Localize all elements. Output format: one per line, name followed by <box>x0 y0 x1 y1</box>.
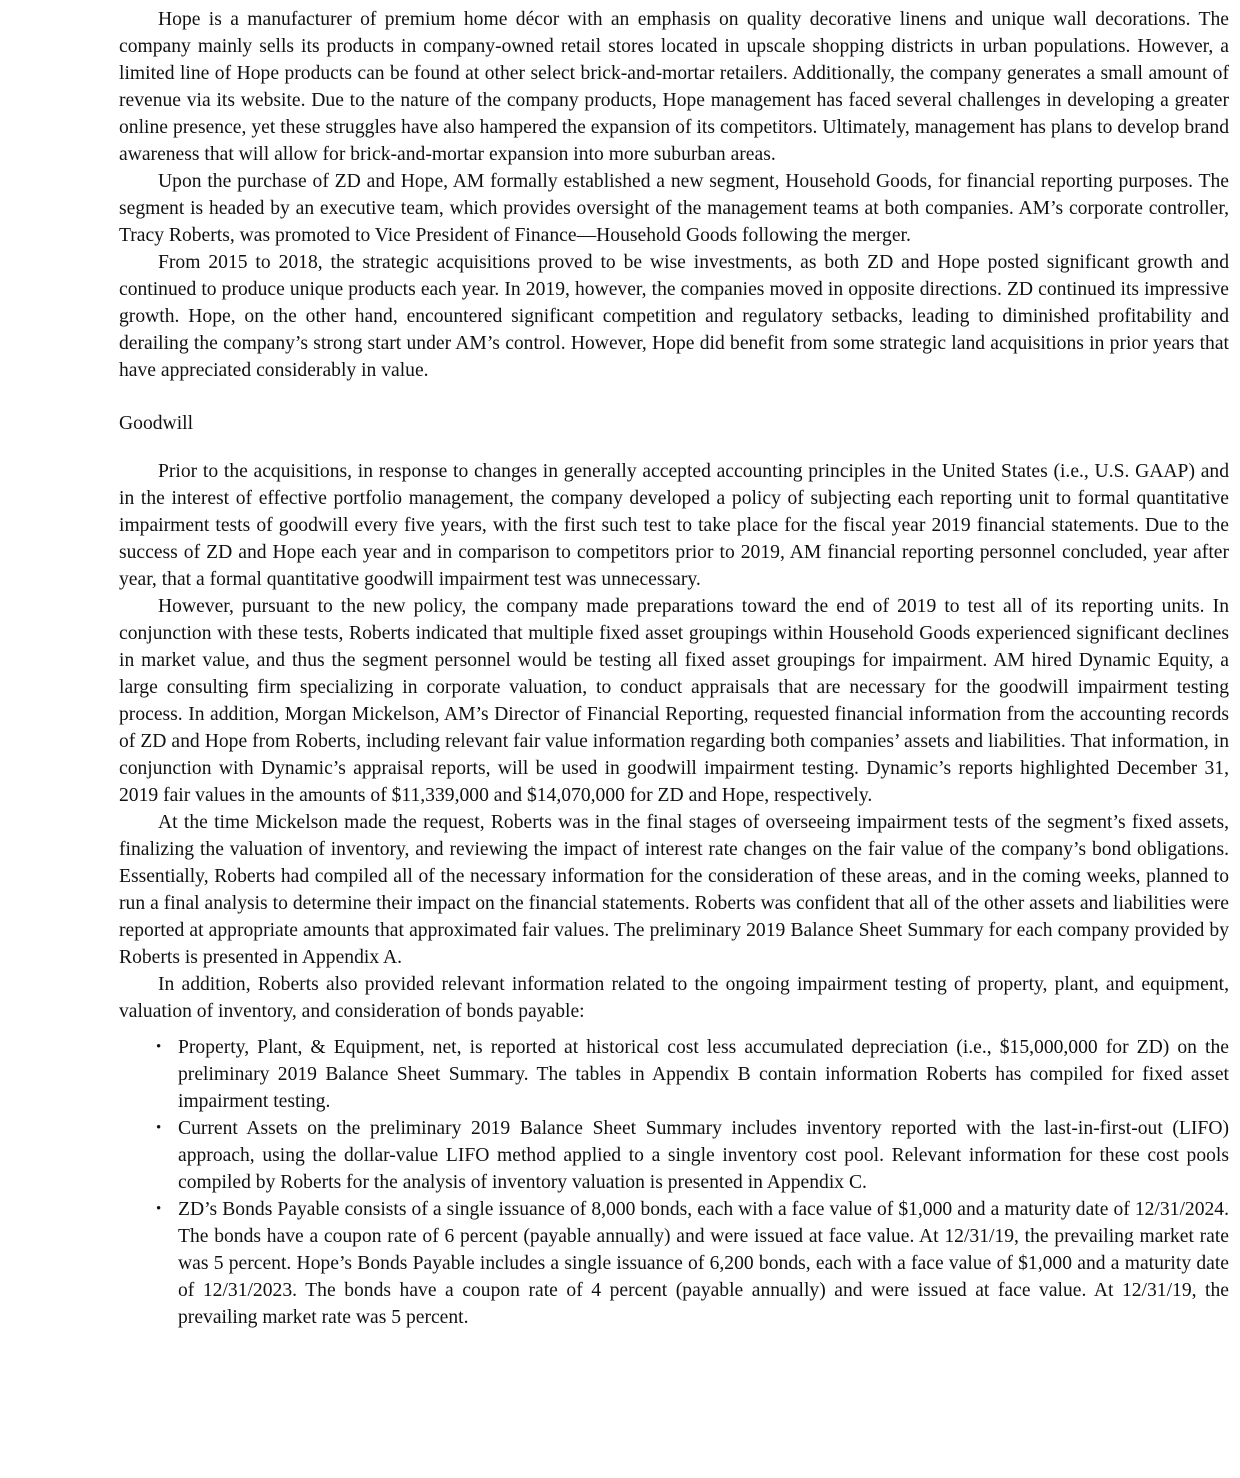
paragraph-segment-formation: Upon the purchase of ZD and Hope, AM formally established a new segment, Household Goods, for financial reporting purposes. The segment is headed by an executive team, which provides oversight of the management teams at both companies. AM’s corporate controller, Tracy Roberts, was promoted to Vice President of Finance—Household Goods following the merger. <box>119 171 1229 246</box>
paragraph-goodwill-policy: Prior to the acquisitions, in response to changes in generally accepted accounting principles in the United States (i.e., U.S. GAAP) and in the interest of effective portfolio management, the company developed a policy of subjecting each reporting unit to formal quantitative impairment tests of goodwill every five years, with the first such test to take place for the fiscal year 2019 financial statements. Due to the success of ZD and Hope each year and in comparison to competitors prior to 2019, AM financial reporting personnel concluded, year after year, that a formal quantitative goodwill impairment test was unnecessary. <box>119 461 1229 590</box>
bullet-icon: • <box>156 1201 162 1217</box>
paragraph-additional-information: In addition, Roberts also provided relevant information related to the ongoing impairment testing of property, plant, and equipment, valuation of inventory, and consideration of bonds payable: <box>119 974 1229 1022</box>
bullet-icon: • <box>156 1120 162 1136</box>
paragraph-impairment-preparation: However, pursuant to the new policy, the company made preparations toward the end of 2019 to test all of its reporting units. In conjunction with these tests, Roberts indicated that multiple fixed asset groupings within Household Goods experienced significant declines in market value, and thus the segment personnel would be testing all fixed asset groupings for impairment. AM hired Dynamic Equity, a large consulting firm specializing in corporate valuation, to conduct appraisals that are necessary for the goodwill impairment testing process. In addition, Morgan Mickelson, AM’s Director of Financial Reporting, requested financial information from the accounting records of ZD and Hope from Roberts, including relevant fair value information regarding both companies’ assets and liabilities. That information, in conjunction with Dynamic’s appraisal reports, will be used in goodwill impairment testing. Dynamic’s reports highlighted December 31, 2019 fair values in the amounts of $11,339,000 and $14,070,000 for ZD and Hope, respectively. <box>119 596 1229 806</box>
list-item-text: Current Assets on the preliminary 2019 Balance Sheet Summary includes inventory reported with the last-in-first-out (LIFO) approach, using the dollar-value LIFO method applied to a single inventory cost pool. Relevant information for these cost pools compiled by Roberts for the analysis of inventory valuation is presented in Appendix C. <box>178 1118 1229 1193</box>
document-page <box>119 6 1229 1331</box>
list-item-text: ZD’s Bonds Payable consists of a single issuance of 8,000 bonds, each with a face value of $1,000 and a maturity date of 12/31/2024. The bonds have a coupon rate of 6 percent (payable annually) and were issued at face value. At 12/31/19, the prevailing market rate was 5 percent. Hope’s Bonds Payable includes a single issuance of 6,200 bonds, each with a face value of $1,000 and a maturity date of 12/31/2023. The bonds have a coupon rate of 4 percent (payable annually) and were issued at face value. At 12/31/19, the prevailing market rate was 5 percent. <box>178 1199 1229 1328</box>
list-item-ppe <box>156 1034 1229 1115</box>
bullet-icon: • <box>156 1039 162 1055</box>
paragraph-hope-overview: Hope is a manufacturer of premium home décor with an emphasis on quality decorative linens and unique wall decorations. The company mainly sells its products in company-owned retail stores located in upscale shopping districts in urban populations. However, a limited line of Hope products can be found at other select brick-and-mortar retailers. Additionally, the company generates a small amount of revenue via its website. Due to the nature of the company products, Hope management has faced several challenges in developing a greater online presence, yet these struggles have also hampered the expansion of its competitors. Ultimately, management has plans to develop brand awareness that will allow for brick-and-mortar expansion into more suburban areas. <box>119 9 1229 165</box>
section-heading-goodwill: Goodwill <box>119 413 194 434</box>
list-item-inventory <box>156 1115 1229 1196</box>
bullet-list <box>119 1034 1229 1331</box>
list-item-bonds <box>156 1196 1229 1331</box>
paragraph-acquisition-performance: From 2015 to 2018, the strategic acquisitions proved to be wise investments, as both ZD and Hope posted significant growth and continued to produce unique products each year. In 2019, however, the companies moved in opposite directions. ZD continued its impressive growth. Hope, on the other hand, encountered significant competition and regulatory setbacks, leading to diminished profitability and derailing the company’s strong start under AM’s control. However, Hope did benefit from some strategic land acquisitions in prior years that have appreciated considerably in value. <box>119 252 1229 381</box>
list-item-text: Property, Plant, & Equipment, net, is reported at historical cost less accumulated depreciation (i.e., $15,000,000 for ZD) on the preliminary 2019 Balance Sheet Summary. The tables in Appendix B contain information Roberts has compiled for fixed asset impairment testing. <box>178 1037 1229 1112</box>
paragraph-roberts-analysis: At the time Mickelson made the request, Roberts was in the final stages of overseeing impairment tests of the segment’s fixed assets, finalizing the valuation of inventory, and reviewing the impact of interest rate changes on the fair value of the company’s bond obligations. Essentially, Roberts had compiled all of the necessary information for the consideration of these areas, and in the coming weeks, planned to run a final analysis to determine their impact on the financial statements. Roberts was confident that all of the other assets and liabilities were reported at appropriate amounts that approximated fair values. The preliminary 2019 Balance Sheet Summary for each company provided by Roberts is presented in Appendix A. <box>119 812 1229 968</box>
